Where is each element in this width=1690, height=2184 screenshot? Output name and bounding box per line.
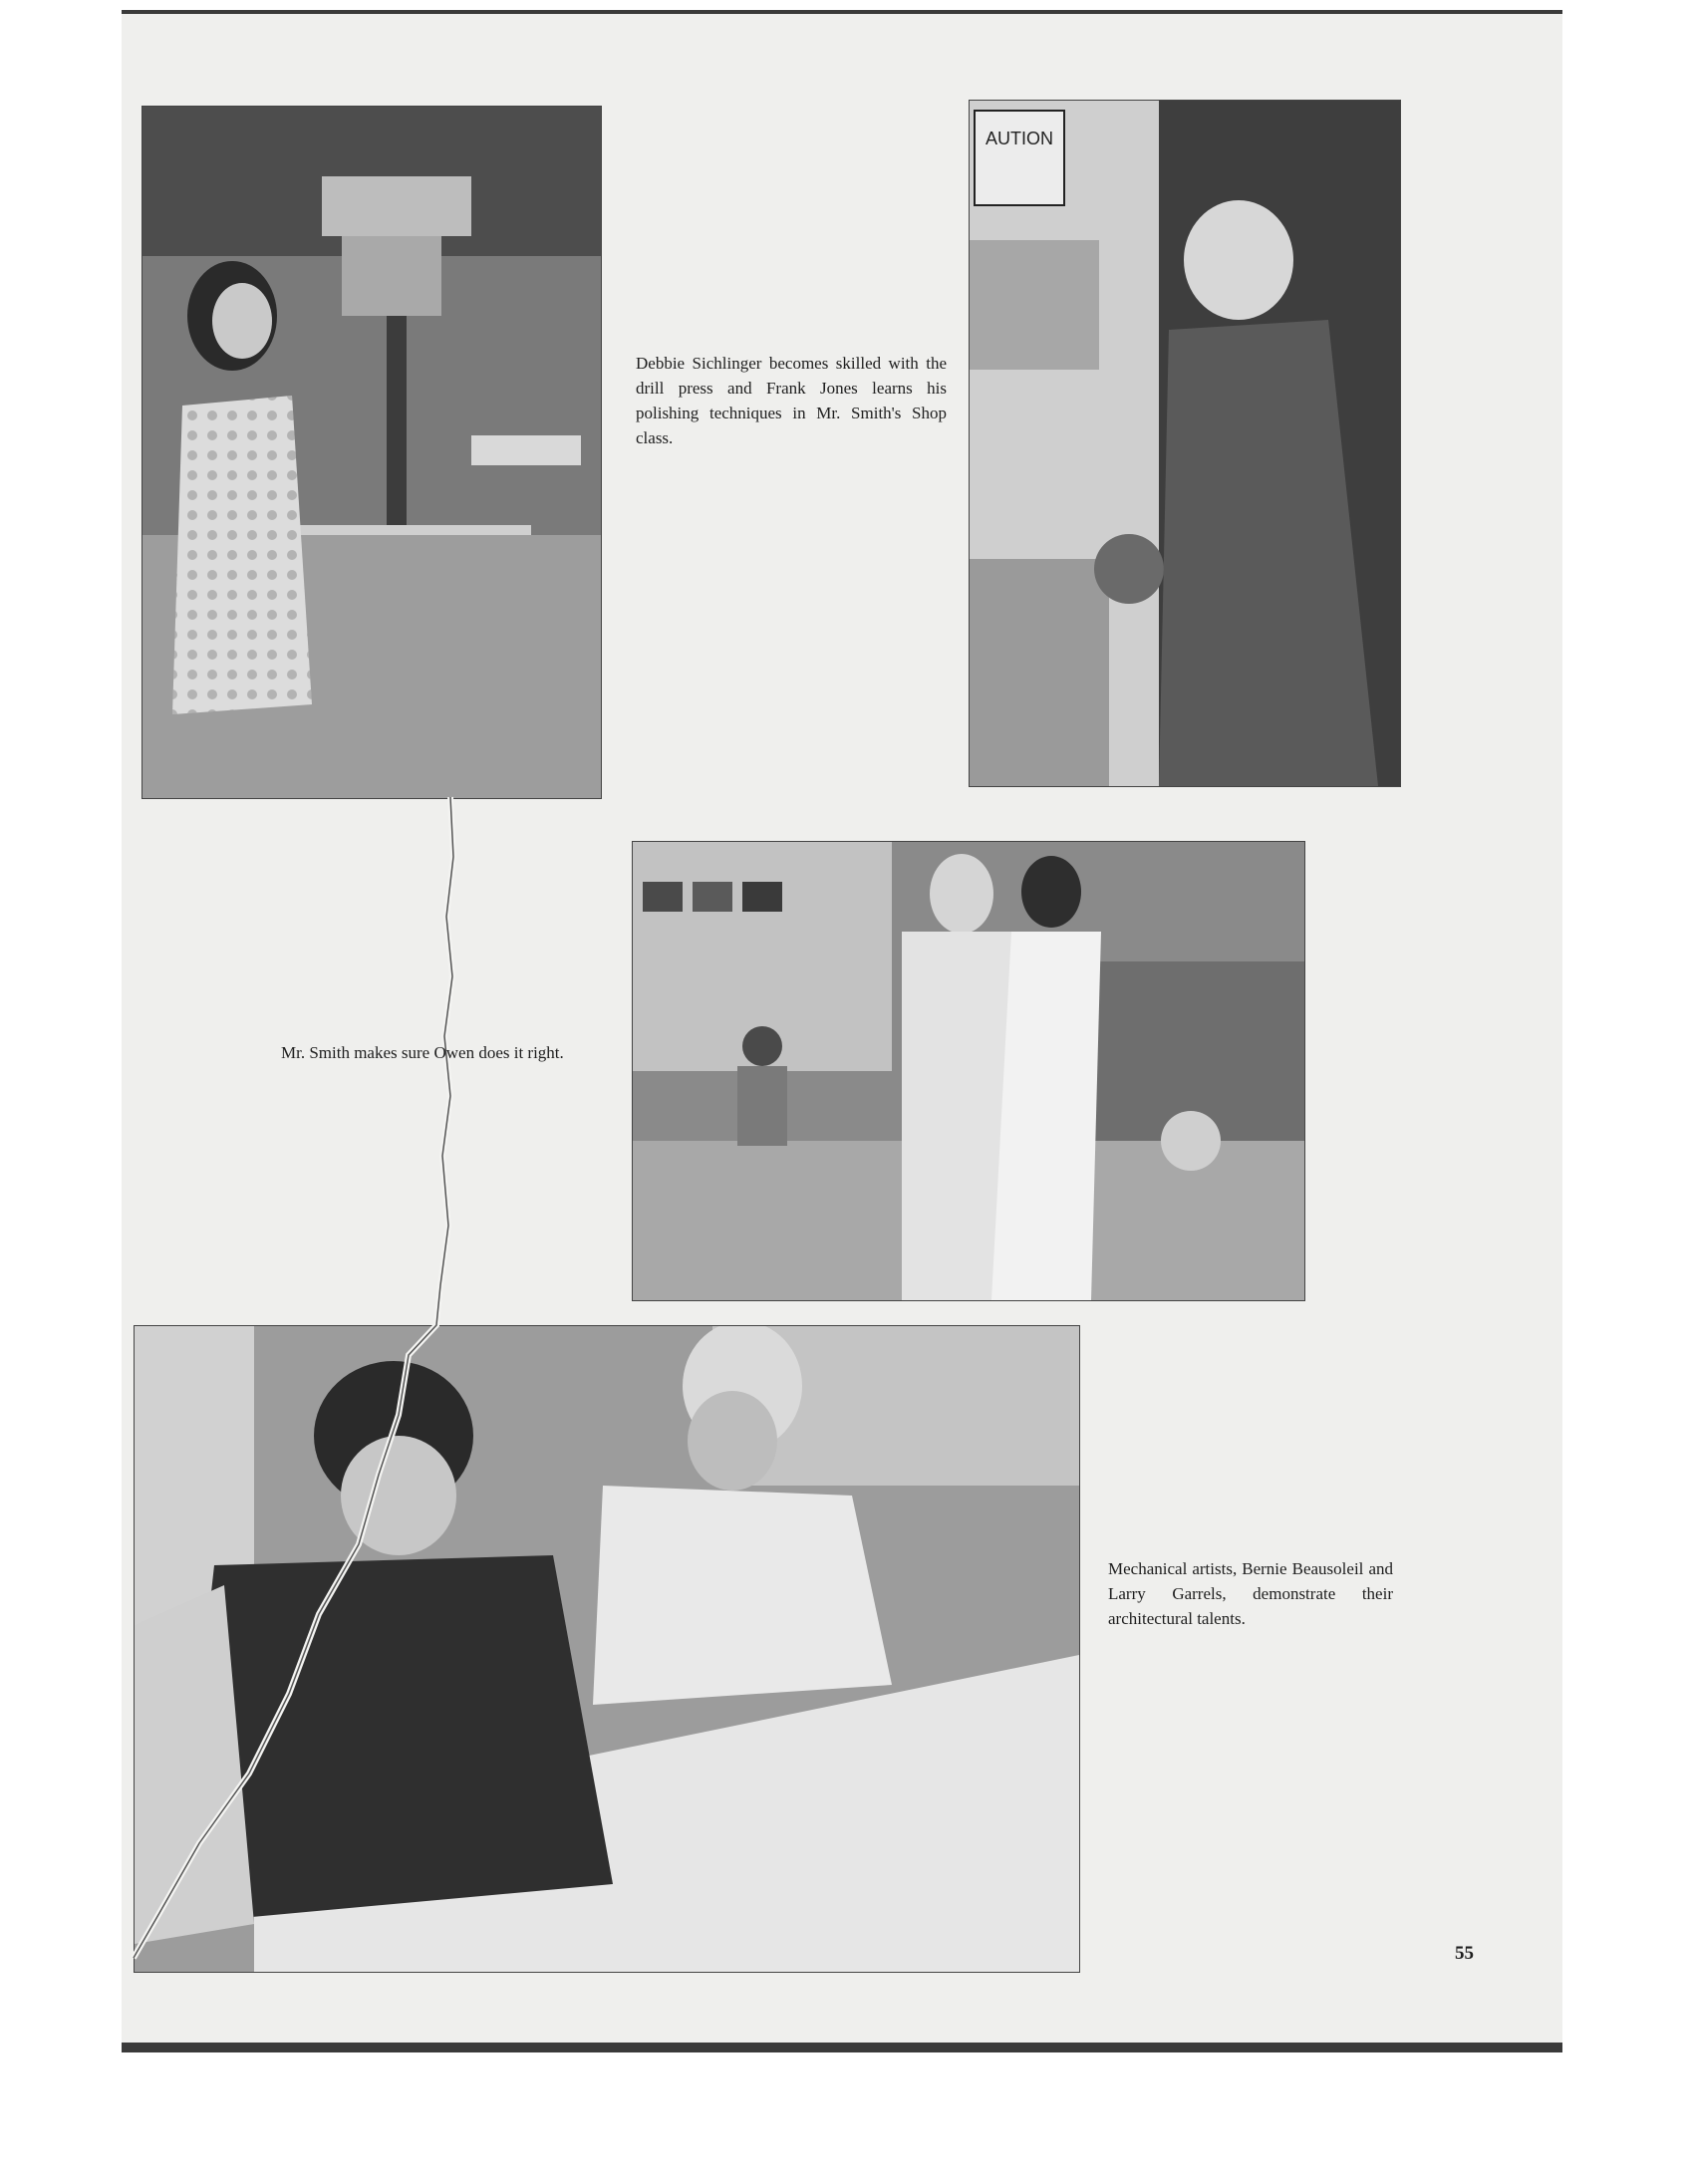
drill-press-photo [141,106,602,799]
mechanical-drawing-photo [134,1325,1080,1973]
shop-class-photo [632,841,1305,1301]
page-number: 55 [1455,1943,1474,1964]
caption-drill-press: Debbie Sichlinger becomes skilled with the drill press and Frank Jones learns his polishing techniques in Mr. Smith's Shop class. [636,354,947,447]
caption-smith-owen: Mr. Smith makes sure Owen does it right. [281,1043,564,1062]
polishing-photo [969,100,1401,787]
caption-mechanical-artists: Mechanical artists, Bernie Beausoleil and Larry Garrels, demonstrate their architectural talents. [1108,1559,1393,1628]
caution-sign-text: AUTION [985,129,1054,148]
